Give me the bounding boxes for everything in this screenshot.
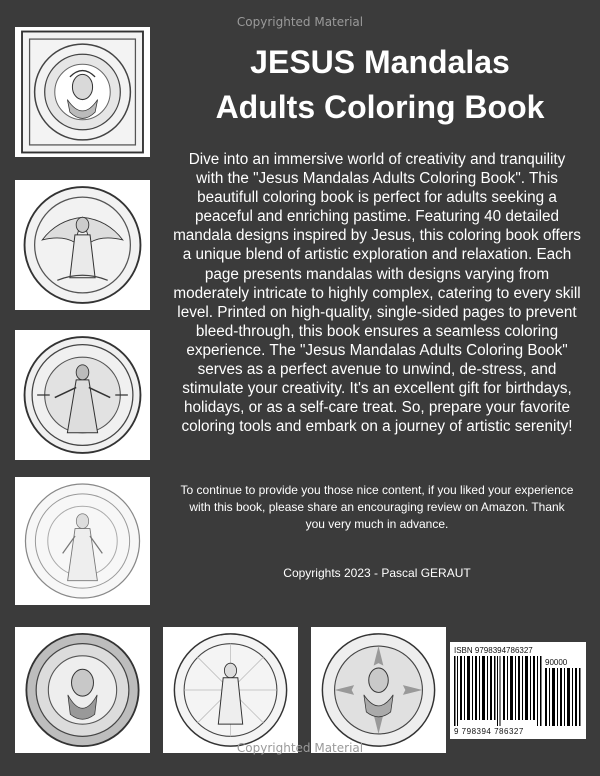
mandala-thumbnail-3 <box>15 330 150 460</box>
mandala-thumbnail-4 <box>15 477 150 605</box>
book-title-line-2: Adults Coloring Book <box>215 89 545 125</box>
mandala-image-1 <box>17 29 148 155</box>
watermark-bottom: Copyrighted Material <box>236 741 364 755</box>
price-code: 90000 <box>545 658 568 667</box>
watermark-top: Copyrighted Material <box>236 15 364 29</box>
book-description: Dive into an immersive world of creativity and tranquility with the "Jesus Mandalas Adults Coloring Book". This beautifull coloring book is perfect for adults seeking a peaceful and enriching pastime. Featuring 40 detailed mandala designs inspired by Jesus, this coloring book offers a unique blend of artistic exploration and relaxation. Each page presents mandalas with designs varying from moderately intricate to highly complex, catering to every skill level. Printed on high-quality, single-sided pages to prevent bleed-through, this book ensures a seamless coloring experience. The "Jesus Mandalas Adults Coloring Book" serves as a perfect avenue to unwind, de-stress, and stimulate your creativity. It's an excellent gift for birthdays, holidays, or as a self-care treat. So, prepare your favorite coloring tools and embark on a journey of artistic serenity! <box>173 151 581 436</box>
book-title-line-1: JESUS Mandalas <box>250 44 510 80</box>
mandala-thumbnail-7 <box>311 627 446 753</box>
review-request-note: To continue to provide you those nice content, if you liked your experience with this book, please share an encouraging review on Amazon. Thank you very much in advance. <box>180 483 574 531</box>
mandala-image-2 <box>17 182 148 308</box>
mandala-image-5 <box>17 629 148 751</box>
isbn-label: ISBN 9798394786327 <box>454 646 533 655</box>
mandala-image-7 <box>313 629 444 751</box>
mandala-image-3 <box>17 332 148 458</box>
mandala-thumbnail-5 <box>15 627 150 753</box>
price-barcode-icon <box>545 668 581 726</box>
copyright-line: Copyrights 2023 - Pascal GERAUT <box>283 566 471 580</box>
barcode-digits: 9 798394 786327 <box>454 727 524 736</box>
barcode-bars-icon <box>454 656 542 726</box>
mandala-image-6 <box>165 629 296 751</box>
mandala-thumbnail-2 <box>15 180 150 310</box>
mandala-thumbnail-6 <box>163 627 298 753</box>
mandala-image-4 <box>17 479 148 603</box>
isbn-barcode <box>450 642 586 739</box>
mandala-thumbnail-1 <box>15 27 150 157</box>
